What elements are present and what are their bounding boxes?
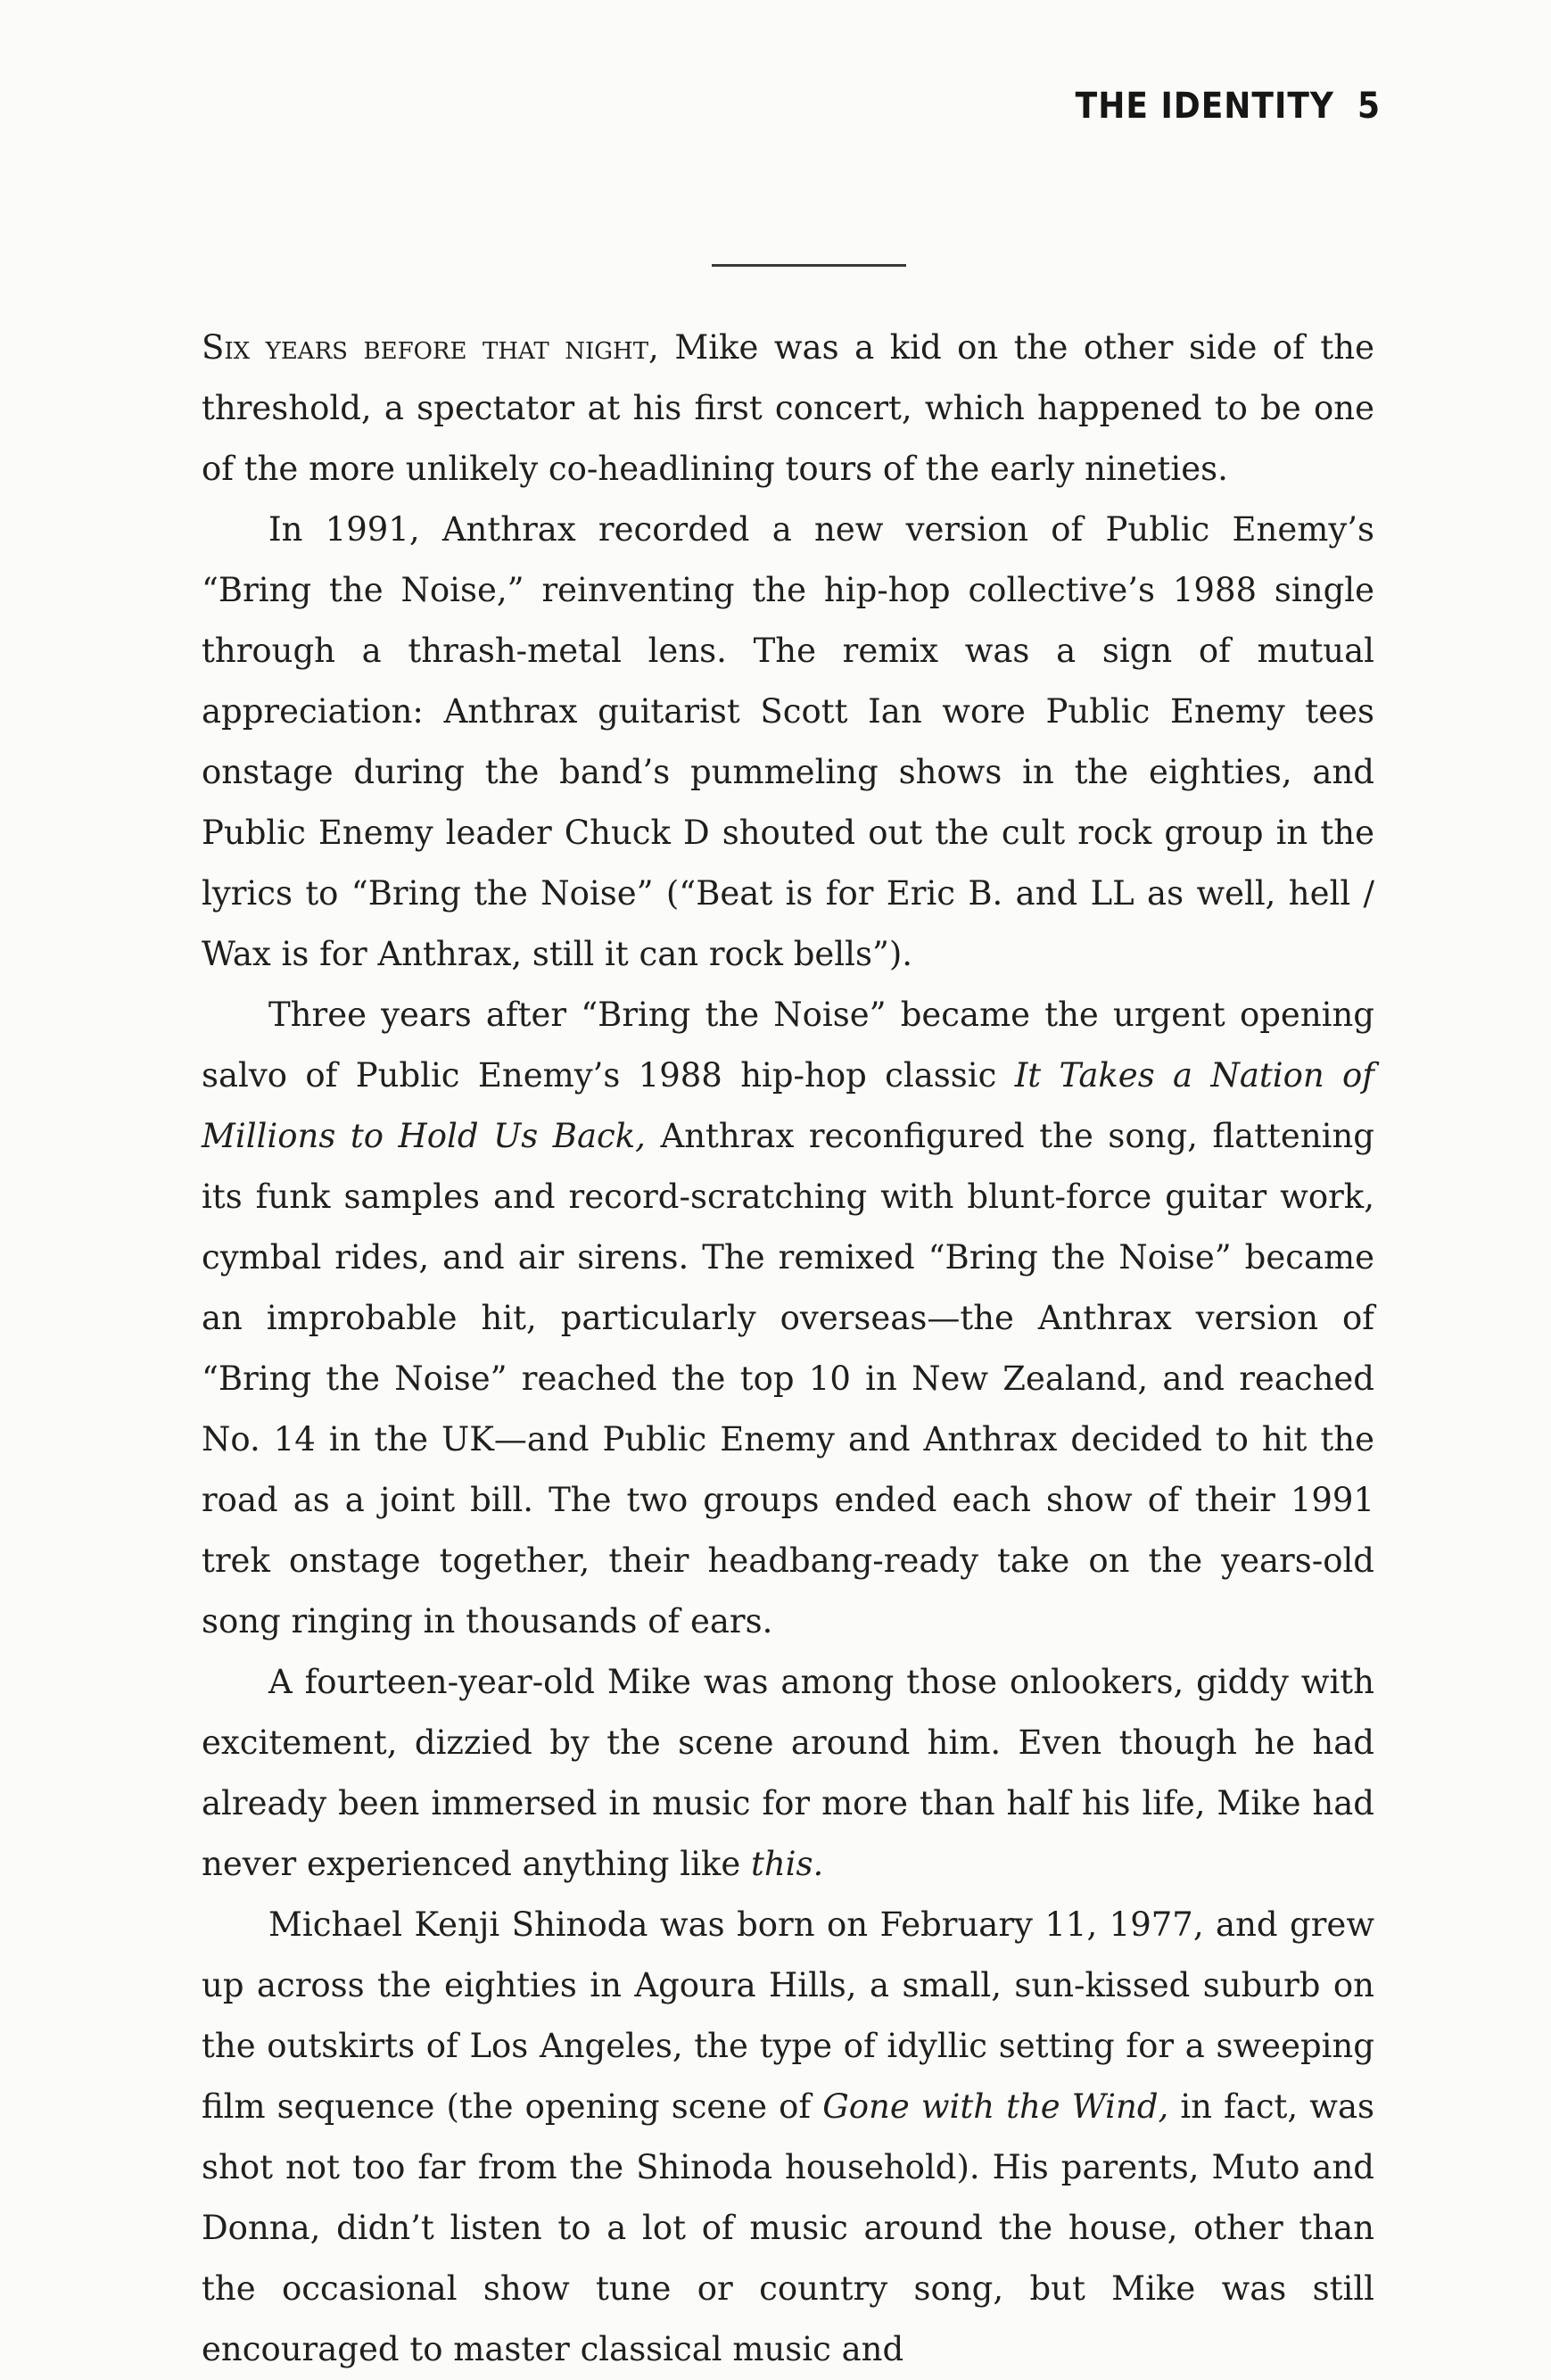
paragraph-3-text-a: Three years after “Bring the Noise” became the urgent opening salvo of Public Enemy’s 1988 hip-hop classic — [202, 996, 1374, 1095]
paragraph-1-text: Mike was a kid on the other side of the threshold, a spectator at his first concert, which happened to be one of the more unlikely co-headlining tours of the early nineties. — [202, 328, 1374, 488]
film-title: Gone with the Wind, — [822, 2087, 1169, 2126]
paragraph-5-text-a: Michael Kenji Shinoda was born on February 11, 1977, and grew up across the eighties in Agoura Hills, a small, sun-kissed suburb on the outskirts of Los Angeles, the type of idyllic setting for a sweeping film sequence (the opening scene of — [202, 1905, 1374, 2126]
paragraph-4-text-a: A fourteen-year-old Mike was among those onlookers, giddy with excitement, dizzied by the scene around him. Even though he had already been immersed in music for more than half his life, Mike had never experienced anything like — [202, 1663, 1374, 1883]
running-title: THE IDENTITY — [1075, 86, 1334, 127]
lead-in: Six years before that night, — [202, 328, 659, 367]
paragraph-4 — [202, 1652, 1374, 1895]
paragraph-2-text: In 1991, Anthrax recorded a new version of Public Enemy’s “Bring the Noise,” reinventing the hip-hop collective’s 1988 single through a thrash-metal lens. The remix was a sign of mutual appreciation: Anthrax guitarist Scott Ian wore Public Enemy tees onstage during the band’s pummeling shows in the eighties, and Public Enemy leader Chuck D shouted out the cult rock group in the lyrics to “Bring the Noise” (“Beat is for Eric B. and LL as well, hell / Wax is for Anthrax, still it can rock bells”). — [202, 510, 1374, 973]
running-header — [1076, 86, 1381, 127]
section-divider — [712, 264, 906, 267]
paragraph-2 — [202, 500, 1374, 985]
paragraph-5 — [202, 1895, 1374, 2380]
emphasis-word: this. — [750, 1845, 824, 1883]
paragraph-3-text-b: Anthrax reconfigured the song, flattening its funk samples and record-scratching with blunt-force guitar work, cymbal rides, and air sirens. The remixed “Bring the Noise” became an improbable hit, particularly overseas—the Anthrax version of “Bring the Noise” reached the top 10 in New Zealand, and reached No. 14 in the UK—and Public Enemy and Anthrax decided to hit the road as a joint bill. The two groups ended each show of their 1991 trek onstage together, their headbang-ready take on the years-old song ringing in thousands of ears. — [202, 1117, 1374, 1640]
paragraph-5-text-b: in fact, was shot not too far from the Shinoda household). His parents, Muto and Donna, didn’t listen to a lot of music around the house, other than the occasional show tune or country song, but Mike was still encouraged to master classical music and — [202, 2087, 1374, 2368]
paragraph-1 — [202, 318, 1374, 500]
album-title: It Takes a Nation of Millions to Hold Us Back, — [202, 1056, 1374, 1155]
page-number: 5 — [1357, 86, 1381, 127]
paragraph-3 — [202, 985, 1374, 1652]
body-text — [202, 318, 1374, 2380]
